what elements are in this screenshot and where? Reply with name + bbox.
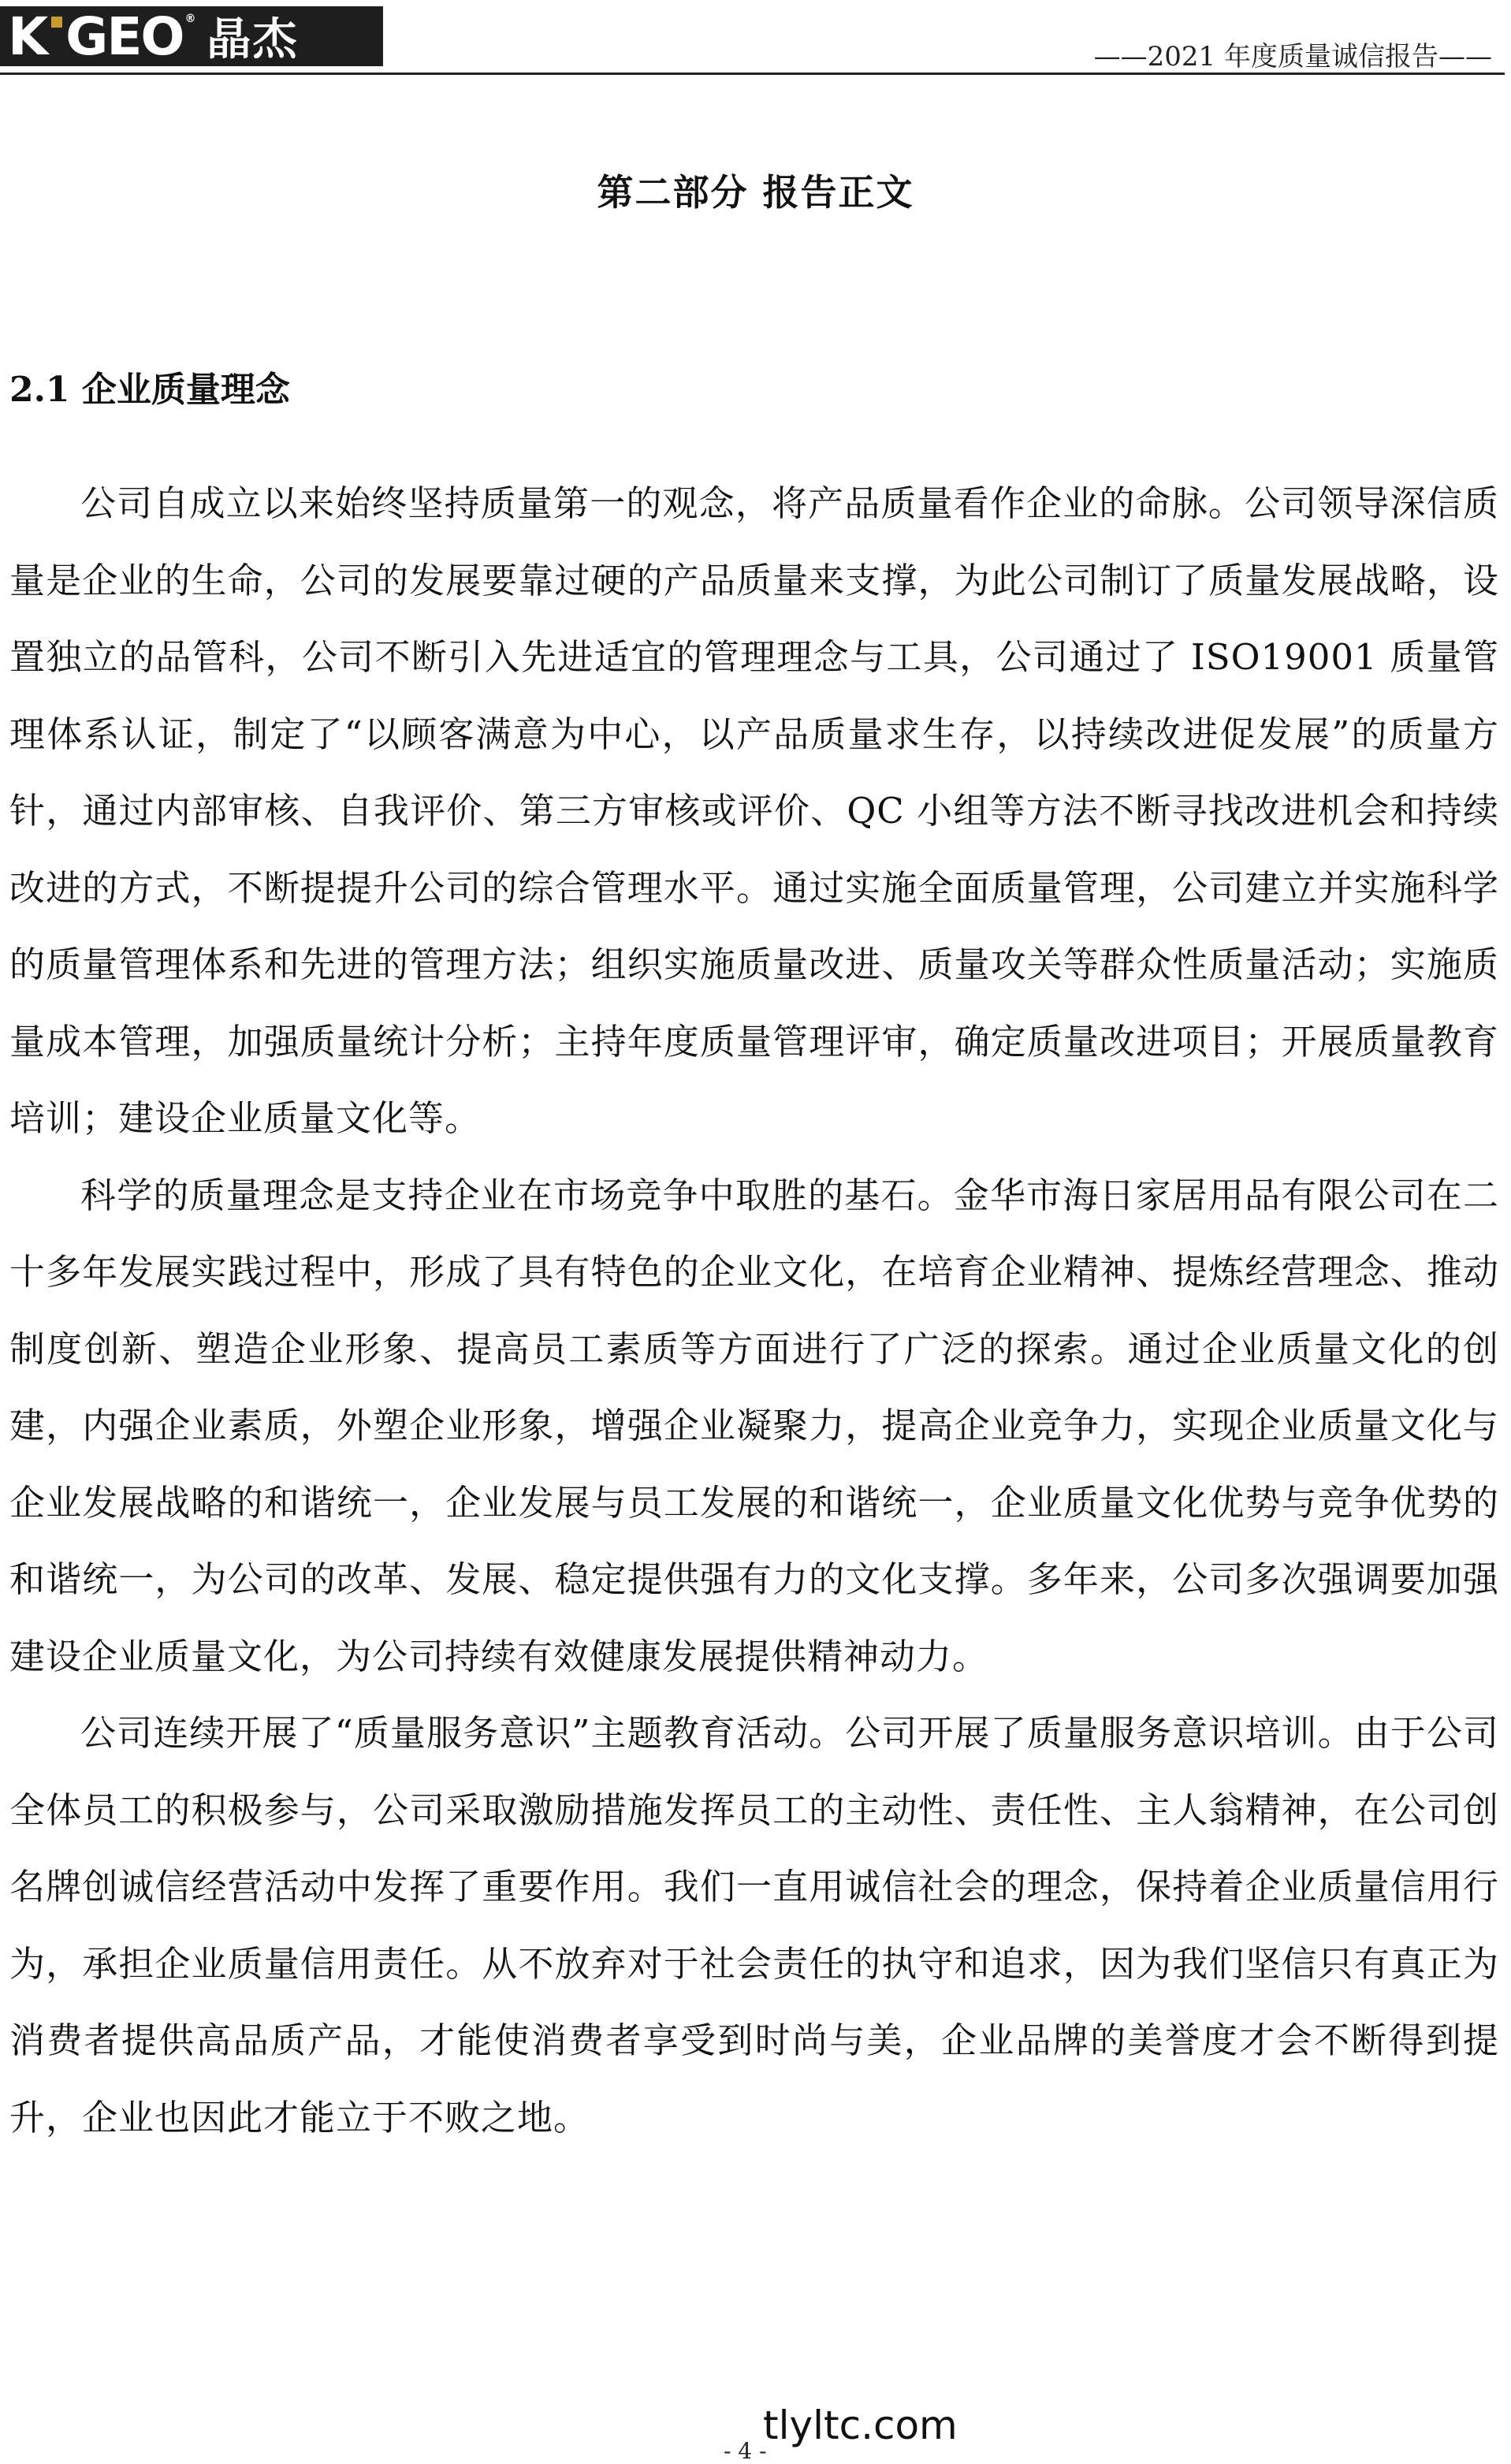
report-title: ——2021 年度质量诚信报告—— xyxy=(1093,41,1492,73)
subsection-heading: 2.1 企业质量理念 xyxy=(9,370,290,410)
body-text xyxy=(9,465,1499,2156)
logo-accent-dot xyxy=(51,17,62,28)
page-header xyxy=(0,0,1511,75)
paragraph-quality-culture: 科学的质量理念是支持企业在市场竞争中取胜的基石。金华市海日家居用品有限公司在二十多年发展实践过程中，形成了具有特色的企业文化，在培育企业精神、提炼经营理念、推动制度创新、塑造企业形象、提高员工素质等方面进行了广泛的探索。通过企业质量文化的创建，内强企业素质，外塑企业形象，增强企业凝聚力，提高企业竞争力，实现企业质量文化与企业发展战略的和谐统一，企业发展与员工发展的和谐统一，企业质量文化优势与竞争优势的和谐统一，为公司的改革、发展、稳定提供强有力的文化支撑。多年来，公司多次强调要加强建设企业质量文化，为公司持续有效健康发展提供精神动力。 xyxy=(9,1174,1499,1677)
page-number: - 4 - xyxy=(724,2438,767,2464)
header-divider xyxy=(0,73,1505,75)
paragraph-quality-philosophy: 公司自成立以来始终坚持质量第一的观念，将产品质量看作企业的命脉。公司领导深信质量是企业的生命，公司的发展要靠过硬的产品质量来支撑，为此公司制订了质量发展战略，设置独立的品管科，公司不断引入先进适宜的管理理念与工具，公司通过了 ISO19001 质量管理体系认证，制定了“以顾客满意为中心，以产品质量求生存，以持续改进促发展”的质量方针，通过内部审核、自我评价、第三方审核或评价、QC 小组等方法不断寻找改进机会和持续改进的方式，不断提提升公司的综合管理水平。通过实施全面质量管理，公司建立并实施科学的质量管理体系和先进的管理方法；组织实施质量改进、质量攻关等群众性质量活动；实施质量成本管理，加强质量统计分析；主持年度质量管理评审，确定质量改进项目；开展质量教育培训；建设企业质量文化等。 xyxy=(9,482,1499,1139)
company-logo xyxy=(0,6,383,66)
logo-letters-geo: GEO xyxy=(65,6,184,66)
logo-registered-mark: ® xyxy=(184,13,196,25)
watermark-text: tlyltc.com xyxy=(763,2403,958,2448)
logo-letter-k: K xyxy=(8,6,47,66)
section-heading: 第二部分 报告正文 xyxy=(597,171,914,214)
paragraph-service-awareness: 公司连续开展了“质量服务意识”主题教育活动。公司开展了质量服务意识培训。由于公司全体员工的积极参与，公司采取激励措施发挥员工的主动性、责任性、主人翁精神，在公司创名牌创诚信经营活动中发挥了重要作用。我们一直用诚信社会的理念，保持着企业质量信用行为，承担企业质量信用责任。从不放弃对于社会责任的执守和追求，因为我们坚信只有真正为消费者提供高品质产品，才能使消费者享受到时尚与美，企业品牌的美誉度才会不断得到提升，企业也因此才能立于不败之地。 xyxy=(9,1712,1499,2138)
logo-chinese-name: 晶杰 xyxy=(207,14,299,65)
